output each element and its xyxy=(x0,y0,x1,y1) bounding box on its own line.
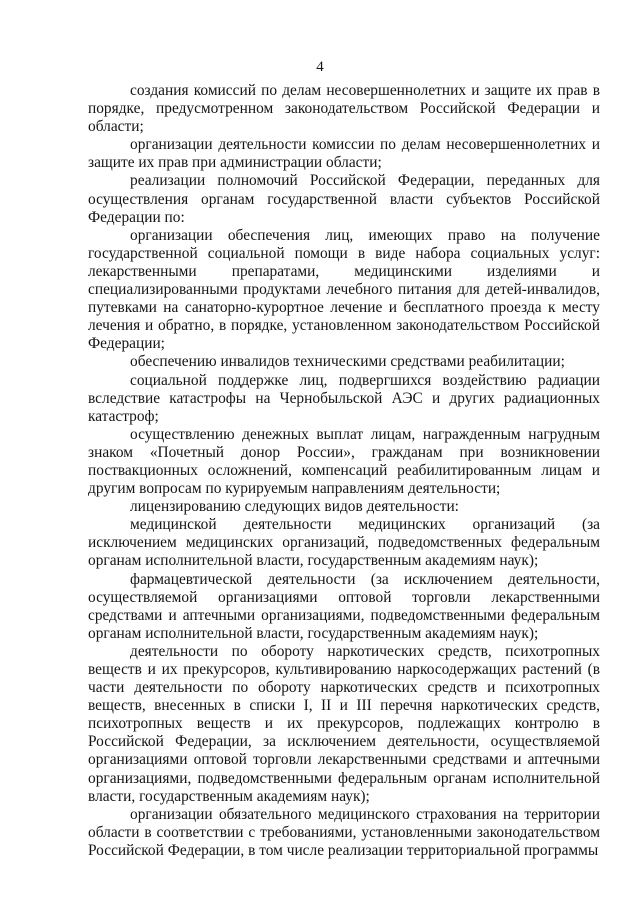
paragraph: организации деятельности комиссии по делам несовершеннолетних и защите их прав при администрации области; xyxy=(88,136,600,172)
page-number: 4 xyxy=(316,59,324,75)
paragraph: обеспечению инвалидов техническими средствами реабилитации; xyxy=(130,353,565,371)
paragraph: социальной поддержке лиц, подвергшихся воздействию радиации вследствие катастрофы на Чернобыльской АЭС и других радиационных катастроф; xyxy=(88,371,600,425)
paragraph: лицензированию следующих видов деятельности: xyxy=(130,498,459,516)
paragraph: деятельности по обороту наркотических средств, психотропных веществ и их прекурсоров, культивированию наркосодержащих растений (в части деятельности по обороту наркотических средств и психотропных веществ, внесенных в списки I, II и III перечня наркотических средств, психотропных веществ и их прекурсоров, подлежащих контролю в Российской Федерации, за исключением деятельности, осуществляемой организациями оптовой торговли лекарственными средствами и аптечными организациями, подведомственными федеральным органам исполнительной власти, государственным академиям наук); xyxy=(88,642,600,805)
paragraph: организации обязательного медицинского страхования на территории области в соответствии с требованиями, установленными законодательством Российской Федерации, в том числе реализации территориальной программы xyxy=(88,805,600,859)
paragraph: организации обеспечения лиц, имеющих право на получение государственной социальной помощи в виде набора социальных услуг: лекарственными препаратами, медицинскими изделиями и специализированными продуктами лечебного питания для детей-инвалидов, путевками на санаторно-курортное лечение и бесплатного проезда к месту лечения и обратно, в порядке, установленном законодательством Российской Федерации; xyxy=(88,226,600,353)
paragraph: создания комиссий по делам несовершеннолетних и защите их прав в порядке, предусмотренном законодательством Российской Федерации и области; xyxy=(88,82,600,136)
paragraph: фармацевтической деятельности (за исключением деятельности, осуществляемой организациями оптовой торговли лекарственными средствами и аптечными организациями, подведомственными федеральным органам исполнительной власти, государственным академиям наук); xyxy=(88,570,600,642)
paragraph: медицинской деятельности медицинских организаций (за исключением медицинских организаций, подведомственных федеральным органам исполнительной власти, государственным академиям наук); xyxy=(88,516,600,570)
paragraph: осуществлению денежных выплат лицам, награжденным нагрудным знаком «Почетный донор России», гражданам при возникновении поствакционных осложнений, компенсаций реабилитированным лицам и другим вопросам по курируемым направлениям деятельности; xyxy=(88,425,600,498)
document-body xyxy=(88,82,600,860)
paragraph: реализации полномочий Российской Федерации, переданных для осуществления органам государственной власти субъектов Российской Федерации по: xyxy=(88,172,600,226)
